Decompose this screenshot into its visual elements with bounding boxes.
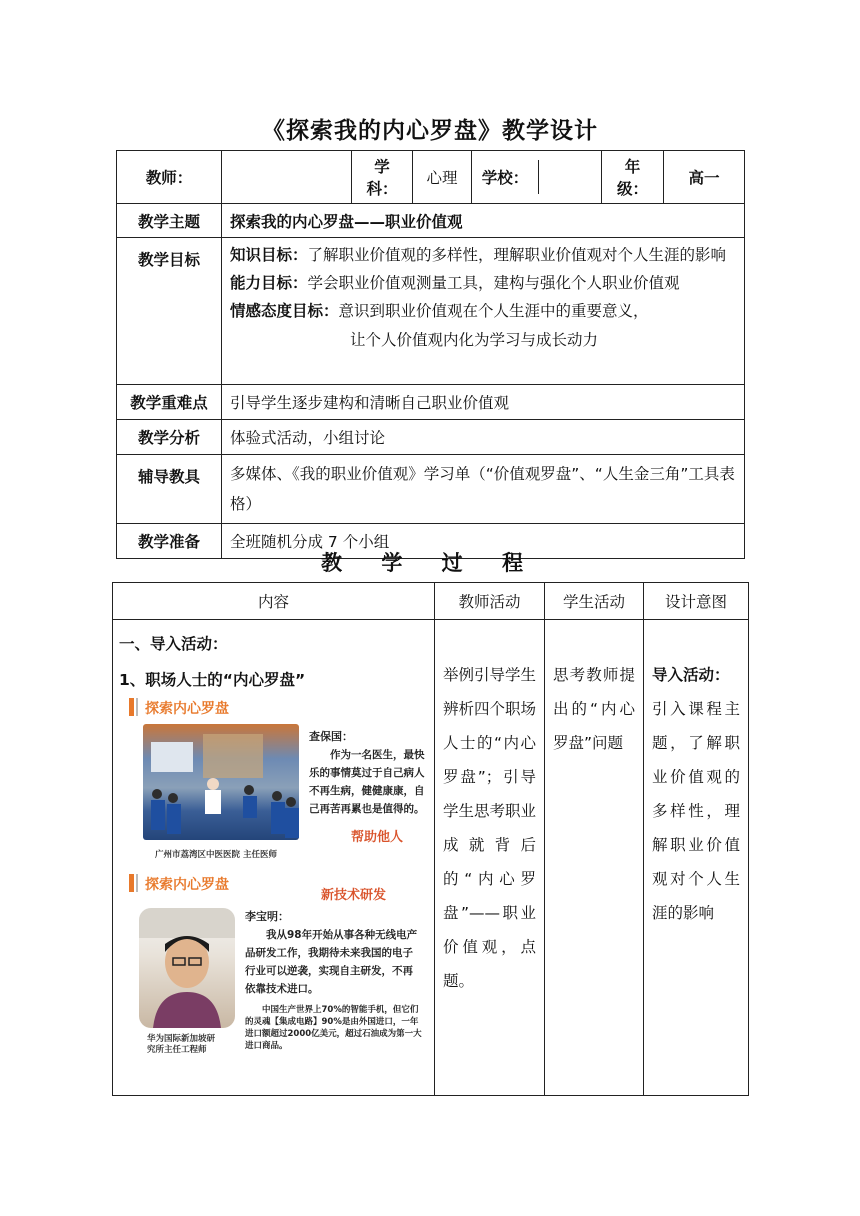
info-row-key: [117, 385, 745, 420]
tools-label: 辅导教具: [117, 455, 222, 524]
card-accent-line: [136, 698, 138, 716]
header-intent: 设计意图: [644, 583, 749, 620]
compass-card-engineer: [125, 874, 425, 1060]
goal-knowledge-label: 知识目标：: [230, 246, 308, 264]
card-accent-bar: [129, 698, 134, 716]
card-quote: 我从98年开始从事各种无线电产品研发工作，我期待未来我国的电子行业可以逆袭，实现自主研发，不再依靠技术进口。: [245, 929, 418, 995]
card-note: 中国生产世界上70%的智能手机，但它们的灵魂【集成电路】90%是由外国进口，一年进口额超过2000亿美元，超过石油成为第一大进口商品。: [245, 1005, 422, 1051]
goal-ability-label: 能力目标：: [230, 274, 308, 292]
info-row-theme: [117, 204, 745, 238]
theme-label: 教学主题: [117, 204, 222, 238]
header-content: 内容: [113, 583, 435, 620]
card-tag: 新技术研发: [321, 888, 387, 903]
grade-label: 年级：: [602, 151, 664, 204]
doctor-photo: [143, 724, 299, 840]
card-footer: 华为国际新加坡研究所主任工程师: [147, 1034, 216, 1055]
goal-emotion-text-2: 让个人价值观内化为学习与成长动力: [350, 331, 599, 349]
card-accent-line: [136, 874, 138, 892]
card-accent-bar: [129, 874, 134, 892]
goal-emotion-text: 意识到职业价值观在个人生涯中的重要意义，: [338, 302, 649, 320]
card-person-name: 查保国：: [309, 730, 353, 743]
tools-value: 多媒体、《我的职业价值观》学习单（“价值观罗盘”、“人生金三角”工具表格）: [222, 455, 745, 524]
process-title: 教 学 过 程: [321, 551, 539, 575]
teacher-label: 教师：: [117, 151, 222, 204]
info-row-analysis: [117, 420, 745, 455]
card-header: 探索内心罗盘: [145, 877, 229, 893]
goal-knowledge: [230, 244, 736, 266]
section-heading: 一、导入活动：: [119, 635, 228, 653]
teacher-value: [222, 151, 352, 204]
subject-value: 心理: [413, 151, 472, 204]
photo-person-icon: [139, 908, 235, 1028]
goal-ability-text: 学会职业价值观测量工具，建构与强化个人职业价值观: [307, 274, 680, 292]
goals-label: 教学目标: [117, 238, 222, 385]
header-student: 学生活动: [545, 583, 644, 620]
process-table: [112, 582, 749, 1096]
compass-card-doctor: [125, 698, 425, 870]
subsection-heading: 1、职场人士的“内心罗盘”: [119, 671, 306, 689]
info-row-tools: [117, 455, 745, 524]
header-teacher: 教师活动: [435, 583, 545, 620]
theme-value: 探索我的内心罗盘——职业价值观: [222, 204, 745, 238]
school-label: 学校：: [472, 160, 539, 194]
card-header: 探索内心罗盘: [145, 701, 229, 717]
student-activity: 思考教师提出的“内心罗盘”问题: [553, 666, 635, 752]
card-person-name: 李宝明：: [245, 910, 289, 923]
analysis-label: 教学分析: [117, 420, 222, 455]
key-value: 引导学生逐步建构和清晰自己职业价值观: [222, 385, 745, 420]
teacher-activity: 举例引导学生辨析四个职场人士的“内心罗盘”；引导学生思考职业成就背后的“内心罗盘”——职业价值观，点题。: [443, 666, 537, 990]
card-tag: 帮助他人: [351, 830, 404, 845]
prep-label: 教学准备: [117, 524, 222, 559]
card-quote: 作为一名医生，最快乐的事情莫过于自己病人不再生病，健健康康，自己再苦再累也是值得的。: [309, 749, 425, 815]
engineer-photo: [139, 908, 235, 1028]
prep-value: 全班随机分成 7 个小组: [222, 524, 745, 559]
key-label: 教学重难点: [117, 385, 222, 420]
goal-emotion-label: 情感态度目标：: [230, 302, 339, 320]
card-footer: 广州市荔湾区中医医院 主任医师: [155, 850, 277, 860]
photo-scene-icon: [143, 724, 299, 840]
intent-text: 引入课程主题，了解职业价值观的多样性，理解职业价值观对个人生涯的影响: [652, 700, 740, 922]
process-row-intro: [113, 620, 749, 1096]
analysis-value: 体验式活动，小组讨论: [222, 420, 745, 455]
goal-emotion: [230, 300, 736, 322]
info-row-meta: [117, 151, 745, 204]
goal-knowledge-text: 了解职业价值观的多样性，理解职业价值观对个人生涯的影响: [307, 246, 727, 264]
grade-value: 高一: [664, 151, 745, 204]
info-row-goals: [117, 238, 745, 385]
process-header-row: [113, 583, 749, 620]
subject-label: 学科：: [352, 151, 413, 204]
info-table: [116, 150, 745, 559]
intent-label: 导入活动：: [652, 666, 730, 684]
goal-ability: [230, 272, 736, 294]
document-title: 《探索我的内心罗盘》教学设计: [262, 118, 598, 144]
